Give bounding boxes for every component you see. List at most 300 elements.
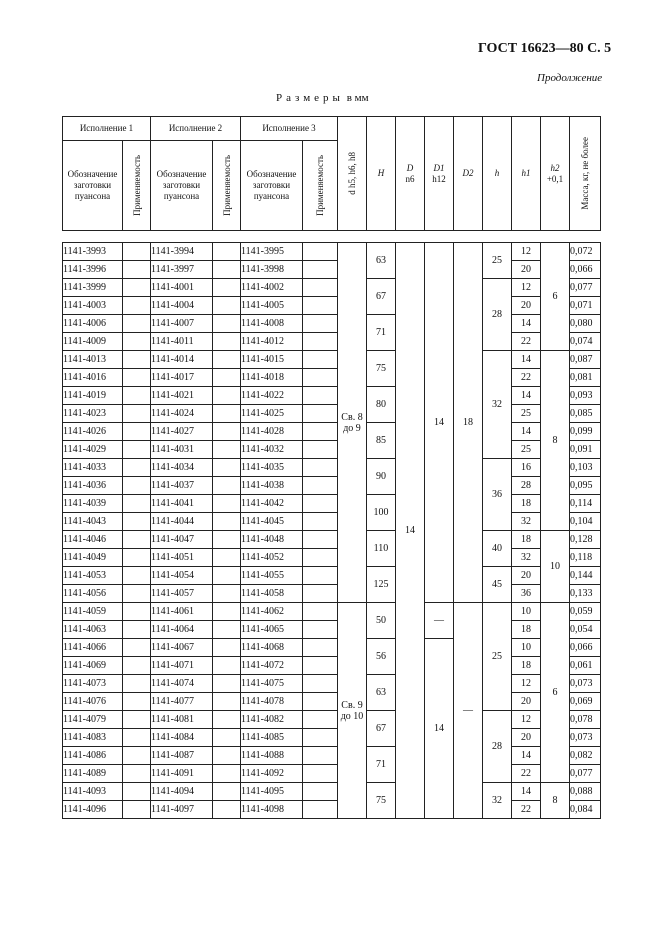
designation-2: 1141-4074 xyxy=(151,675,213,693)
applicability-2 xyxy=(213,549,241,567)
applicability-2 xyxy=(213,423,241,441)
col-H-header: H xyxy=(367,117,396,231)
designation-3: 1141-4092 xyxy=(241,765,303,783)
mass-value: 0,054 xyxy=(570,621,601,639)
applicability-3 xyxy=(303,621,338,639)
designation-3: 1141-4015 xyxy=(241,351,303,369)
applicability-1 xyxy=(123,459,151,477)
col-mass-header xyxy=(570,117,601,231)
h2-value: 8 xyxy=(541,783,570,819)
applicability-2 xyxy=(213,603,241,621)
D2-value: 18 xyxy=(454,243,483,603)
designation-1: 1141-4033 xyxy=(63,459,123,477)
applicability-3 xyxy=(303,585,338,603)
designation-1: 1141-4043 xyxy=(63,513,123,531)
designation-3: 1141-4095 xyxy=(241,783,303,801)
designation-2: 1141-4057 xyxy=(151,585,213,603)
applicability-3 xyxy=(303,477,338,495)
applicability-header-2: Применяемость xyxy=(213,141,241,231)
h1-value: 12 xyxy=(512,279,541,297)
applicability-2 xyxy=(213,657,241,675)
applicability-3 xyxy=(303,747,338,765)
continuation-label: Продолжение xyxy=(537,72,603,84)
h-value: 40 xyxy=(483,531,512,567)
applicability-3 xyxy=(303,279,338,297)
designation-3: 1141-4082 xyxy=(241,711,303,729)
applicability-3 xyxy=(303,351,338,369)
designation-3: 1141-4055 xyxy=(241,567,303,585)
mass-value: 0,069 xyxy=(570,693,601,711)
applicability-3 xyxy=(303,549,338,567)
designation-1: 1141-4013 xyxy=(63,351,123,369)
h1-value: 22 xyxy=(512,765,541,783)
applicability-3 xyxy=(303,297,338,315)
mass-value: 0,073 xyxy=(570,675,601,693)
mass-value: 0,081 xyxy=(570,369,601,387)
designation-2: 1141-4047 xyxy=(151,531,213,549)
table-row xyxy=(63,675,601,693)
applicability-2 xyxy=(213,621,241,639)
table-row xyxy=(63,549,601,567)
applicability-2 xyxy=(213,585,241,603)
applicability-1 xyxy=(123,477,151,495)
designation-2: 1141-4031 xyxy=(151,441,213,459)
h1-value: 18 xyxy=(512,621,541,639)
h1-value: 18 xyxy=(512,495,541,513)
designation-1: 1141-4079 xyxy=(63,711,123,729)
designation-2: 1141-4067 xyxy=(151,639,213,657)
H-value: 71 xyxy=(367,315,396,351)
applicability-1 xyxy=(123,711,151,729)
h1-value: 22 xyxy=(512,801,541,819)
designation-2: 1141-4041 xyxy=(151,495,213,513)
designation-2: 1141-4091 xyxy=(151,765,213,783)
applicability-3 xyxy=(303,603,338,621)
designation-3: 1141-4022 xyxy=(241,387,303,405)
applicability-1 xyxy=(123,801,151,819)
designation-2: 1141-4021 xyxy=(151,387,213,405)
table-row xyxy=(63,297,601,315)
h1-value: 20 xyxy=(512,261,541,279)
mass-value: 0,103 xyxy=(570,459,601,477)
designation-2: 1141-4084 xyxy=(151,729,213,747)
h2-value: 6 xyxy=(541,243,570,351)
applicability-1 xyxy=(123,387,151,405)
designation-1: 1141-4036 xyxy=(63,477,123,495)
H-value: 63 xyxy=(367,675,396,711)
table-row xyxy=(63,495,601,513)
table-row xyxy=(63,369,601,387)
table-row xyxy=(63,747,601,765)
h-value: 45 xyxy=(483,567,512,603)
applicability-3 xyxy=(303,243,338,261)
mass-value: 0,114 xyxy=(570,495,601,513)
applicability-2 xyxy=(213,387,241,405)
table-row xyxy=(63,693,601,711)
designation-1: 1141-4006 xyxy=(63,315,123,333)
applicability-3 xyxy=(303,783,338,801)
designation-1: 1141-4039 xyxy=(63,495,123,513)
h1-value: 20 xyxy=(512,567,541,585)
applicability-1 xyxy=(123,675,151,693)
designation-2: 1141-4011 xyxy=(151,333,213,351)
applicability-2 xyxy=(213,567,241,585)
applicability-1 xyxy=(123,729,151,747)
designation-1: 1141-3999 xyxy=(63,279,123,297)
h-value: 32 xyxy=(483,351,512,459)
table-caption xyxy=(276,92,369,104)
applicability-1 xyxy=(123,549,151,567)
applicability-2 xyxy=(213,333,241,351)
header-gap-row xyxy=(63,231,601,243)
applicability-1 xyxy=(123,441,151,459)
mass-value: 0,072 xyxy=(570,243,601,261)
table-row xyxy=(63,441,601,459)
h2-value: 10 xyxy=(541,531,570,603)
h1-value: 10 xyxy=(512,603,541,621)
designation-3: 1141-4045 xyxy=(241,513,303,531)
table-row xyxy=(63,315,601,333)
mass-value: 0,074 xyxy=(570,333,601,351)
mass-value: 0,078 xyxy=(570,711,601,729)
H-value: 80 xyxy=(367,387,396,423)
applicability-3 xyxy=(303,801,338,819)
h1-value: 18 xyxy=(512,657,541,675)
applicability-1 xyxy=(123,567,151,585)
mass-value: 0,093 xyxy=(570,387,601,405)
designation-1: 1141-4093 xyxy=(63,783,123,801)
designation-3: 1141-4018 xyxy=(241,369,303,387)
applicability-1 xyxy=(123,783,151,801)
designation-2: 1141-4027 xyxy=(151,423,213,441)
designation-3: 1141-4065 xyxy=(241,621,303,639)
designation-3: 1141-4005 xyxy=(241,297,303,315)
table-row xyxy=(63,657,601,675)
designation-2: 1141-4061 xyxy=(151,603,213,621)
table-row xyxy=(63,261,601,279)
col-h-header: h xyxy=(483,117,512,231)
D1-tolerance: h12 xyxy=(432,173,446,184)
designation-3: 1141-4078 xyxy=(241,693,303,711)
applicability-3 xyxy=(303,315,338,333)
designation-3: 1141-4032 xyxy=(241,441,303,459)
applicability-1 xyxy=(123,513,151,531)
designation-3: 1141-4072 xyxy=(241,657,303,675)
applicability-2 xyxy=(213,297,241,315)
applicability-3 xyxy=(303,423,338,441)
applicability-2 xyxy=(213,801,241,819)
applicability-2 xyxy=(213,531,241,549)
table-row xyxy=(63,603,601,621)
designation-1: 1141-4053 xyxy=(63,567,123,585)
mass-value: 0,144 xyxy=(570,567,601,585)
designation-2: 1141-4097 xyxy=(151,801,213,819)
table-row xyxy=(63,729,601,747)
applicability-2 xyxy=(213,279,241,297)
H-value: 71 xyxy=(367,747,396,783)
group-header-2: Исполнение 2 xyxy=(151,117,241,141)
D-tolerance: n6 xyxy=(405,173,415,184)
designation-1: 1141-4059 xyxy=(63,603,123,621)
h1-value: 22 xyxy=(512,369,541,387)
col-D-header xyxy=(396,117,425,231)
designation-2: 1141-4094 xyxy=(151,783,213,801)
designation-2: 1141-4077 xyxy=(151,693,213,711)
h1-value: 22 xyxy=(512,333,541,351)
table-row xyxy=(63,567,601,585)
designation-3: 1141-4075 xyxy=(241,675,303,693)
applicability-2 xyxy=(213,495,241,513)
applicability-2 xyxy=(213,243,241,261)
applicability-2 xyxy=(213,711,241,729)
table-row xyxy=(63,531,601,549)
designation-3: 1141-4085 xyxy=(241,729,303,747)
col-D1-header xyxy=(425,117,454,231)
applicability-3 xyxy=(303,495,338,513)
applicability-3 xyxy=(303,369,338,387)
mass-value: 0,128 xyxy=(570,531,601,549)
designation-1: 1141-4066 xyxy=(63,639,123,657)
applicability-3 xyxy=(303,657,338,675)
table-row xyxy=(63,279,601,297)
D-value: 14 xyxy=(396,243,425,819)
applicability-2 xyxy=(213,675,241,693)
H-value: 125 xyxy=(367,567,396,603)
designation-1: 1141-3993 xyxy=(63,243,123,261)
applicability-1 xyxy=(123,495,151,513)
mass-value: 0,066 xyxy=(570,261,601,279)
applicability-1 xyxy=(123,279,151,297)
group-header-1: Исполнение 1 xyxy=(63,117,151,141)
mass-value: 0,095 xyxy=(570,477,601,495)
designation-1: 1141-4019 xyxy=(63,387,123,405)
mass-value: 0,133 xyxy=(570,585,601,603)
table-row xyxy=(63,351,601,369)
designation-2: 1141-4087 xyxy=(151,747,213,765)
H-value: 75 xyxy=(367,783,396,819)
applicability-3 xyxy=(303,765,338,783)
applicability-2 xyxy=(213,441,241,459)
designation-2: 1141-4001 xyxy=(151,279,213,297)
h1-value: 36 xyxy=(512,585,541,603)
mass-value: 0,080 xyxy=(570,315,601,333)
applicability-3 xyxy=(303,567,338,585)
applicability-1 xyxy=(123,621,151,639)
mass-value: 0,084 xyxy=(570,801,601,819)
designation-2: 1141-3997 xyxy=(151,261,213,279)
h1-value: 18 xyxy=(512,531,541,549)
applicability-3 xyxy=(303,693,338,711)
designation-1: 1141-4003 xyxy=(63,297,123,315)
applicability-1 xyxy=(123,405,151,423)
mass-value: 0,077 xyxy=(570,279,601,297)
designation-3: 1141-4035 xyxy=(241,459,303,477)
h1-value: 14 xyxy=(512,747,541,765)
applicability-1 xyxy=(123,261,151,279)
designation-3: 1141-4062 xyxy=(241,603,303,621)
applicability-3 xyxy=(303,459,338,477)
h1-value: 32 xyxy=(512,549,541,567)
d-range: Св. 8 до 9 xyxy=(338,243,367,603)
page-title: ГОСТ 16623—80 С. 5 xyxy=(478,41,612,56)
col-D2-header: D2 xyxy=(454,117,483,231)
h1-value: 32 xyxy=(512,513,541,531)
H-value: 75 xyxy=(367,351,396,387)
H-value: 90 xyxy=(367,459,396,495)
designation-3: 1141-4002 xyxy=(241,279,303,297)
designation-1: 1141-4086 xyxy=(63,747,123,765)
designation-2: 1141-4081 xyxy=(151,711,213,729)
D1-label: D1 xyxy=(433,162,445,173)
designation-3: 1141-3998 xyxy=(241,261,303,279)
h1-value: 14 xyxy=(512,315,541,333)
table-row xyxy=(63,711,601,729)
mass-value: 0,066 xyxy=(570,639,601,657)
designation-1: 1141-4076 xyxy=(63,693,123,711)
h1-value: 14 xyxy=(512,423,541,441)
table-row xyxy=(63,423,601,441)
D1-value: 14 xyxy=(425,243,454,603)
H-value: 50 xyxy=(367,603,396,639)
designation-2: 1141-4064 xyxy=(151,621,213,639)
designation-1: 1141-4056 xyxy=(63,585,123,603)
table-row xyxy=(63,513,601,531)
table-row xyxy=(63,387,601,405)
D2-value: — xyxy=(454,603,483,819)
designation-1: 1141-4026 xyxy=(63,423,123,441)
table-row xyxy=(63,585,601,603)
designation-2: 1141-4054 xyxy=(151,567,213,585)
applicability-3 xyxy=(303,531,338,549)
table-row xyxy=(63,621,601,639)
h1-value: 20 xyxy=(512,297,541,315)
caption-spaced: Размеры xyxy=(276,92,344,104)
designation-1: 1141-4029 xyxy=(63,441,123,459)
applicability-3 xyxy=(303,513,338,531)
applicability-2 xyxy=(213,351,241,369)
applicability-3 xyxy=(303,441,338,459)
applicability-1 xyxy=(123,657,151,675)
table-row xyxy=(63,477,601,495)
h1-value: 28 xyxy=(512,477,541,495)
table-row xyxy=(63,765,601,783)
designation-1: 1141-4009 xyxy=(63,333,123,351)
designation-3: 1141-4098 xyxy=(241,801,303,819)
H-value: 56 xyxy=(367,639,396,675)
h1-value: 14 xyxy=(512,783,541,801)
applicability-2 xyxy=(213,513,241,531)
applicability-3 xyxy=(303,675,338,693)
designation-3: 1141-4012 xyxy=(241,333,303,351)
designation-1: 1141-4083 xyxy=(63,729,123,747)
applicability-2 xyxy=(213,477,241,495)
group-header-3: Исполнение 3 xyxy=(241,117,338,141)
h1-value: 14 xyxy=(512,387,541,405)
applicability-3 xyxy=(303,333,338,351)
designation-2: 1141-3994 xyxy=(151,243,213,261)
h1-value: 12 xyxy=(512,711,541,729)
applicability-1 xyxy=(123,585,151,603)
h-value: 28 xyxy=(483,711,512,783)
h1-value: 10 xyxy=(512,639,541,657)
designation-3: 1141-4088 xyxy=(241,747,303,765)
applicability-2 xyxy=(213,315,241,333)
designation-3: 1141-4038 xyxy=(241,477,303,495)
h2-value: 8 xyxy=(541,351,570,531)
h-value: 25 xyxy=(483,603,512,711)
designation-2: 1141-4071 xyxy=(151,657,213,675)
h2-tolerance: +0,1 xyxy=(546,173,564,184)
h1-value: 20 xyxy=(512,729,541,747)
designation-3: 1141-4025 xyxy=(241,405,303,423)
designation-2: 1141-4004 xyxy=(151,297,213,315)
table-row xyxy=(63,333,601,351)
table-row xyxy=(63,783,601,801)
applicability-1 xyxy=(123,243,151,261)
table-row xyxy=(63,243,601,261)
h1-value: 12 xyxy=(512,675,541,693)
designation-3: 1141-4068 xyxy=(241,639,303,657)
applicability-1 xyxy=(123,747,151,765)
col-h2-header xyxy=(541,117,570,231)
applicability-1 xyxy=(123,765,151,783)
d-tolerance: h5, h6, h8 xyxy=(347,152,357,189)
designation-2: 1141-4044 xyxy=(151,513,213,531)
table-row xyxy=(63,801,601,819)
d-range: Св. 9 до 10 xyxy=(338,603,367,819)
applicability-1 xyxy=(123,603,151,621)
mass-value: 0,073 xyxy=(570,729,601,747)
h1-value: 12 xyxy=(512,243,541,261)
H-value: 67 xyxy=(367,279,396,315)
designation-3: 1141-4052 xyxy=(241,549,303,567)
mass-value: 0,085 xyxy=(570,405,601,423)
mass-value: 0,091 xyxy=(570,441,601,459)
applicability-3 xyxy=(303,639,338,657)
table-row xyxy=(63,405,601,423)
applicability-2 xyxy=(213,783,241,801)
applicability-header-1: Применяемость xyxy=(123,141,151,231)
designation-2: 1141-4007 xyxy=(151,315,213,333)
designation-3: 1141-3995 xyxy=(241,243,303,261)
designation-3: 1141-4042 xyxy=(241,495,303,513)
applicability-3 xyxy=(303,405,338,423)
h2-label: h2 xyxy=(550,162,560,173)
applicability-2 xyxy=(213,369,241,387)
applicability-header-3: Применяемость xyxy=(303,141,338,231)
h-value: 28 xyxy=(483,279,512,351)
mass-value: 0,077 xyxy=(570,765,601,783)
mass-value: 0,088 xyxy=(570,783,601,801)
designation-header-2: Обозначение заготовки пуансона xyxy=(151,141,213,231)
mass-value: 0,071 xyxy=(570,297,601,315)
table-body xyxy=(63,231,601,819)
dimensions-table xyxy=(62,116,601,819)
applicability-1 xyxy=(123,369,151,387)
designation-2: 1141-4024 xyxy=(151,405,213,423)
applicability-1 xyxy=(123,297,151,315)
h1-value: 16 xyxy=(512,459,541,477)
h1-value: 25 xyxy=(512,405,541,423)
mass-value: 0,061 xyxy=(570,657,601,675)
designation-2: 1141-4017 xyxy=(151,369,213,387)
col-h1-header: h1 xyxy=(512,117,541,231)
H-value: 100 xyxy=(367,495,396,531)
designation-3: 1141-4048 xyxy=(241,531,303,549)
designation-3: 1141-4058 xyxy=(241,585,303,603)
designation-3: 1141-4008 xyxy=(241,315,303,333)
designation-header-1: Обозначение заготовки пуансона xyxy=(63,141,123,231)
